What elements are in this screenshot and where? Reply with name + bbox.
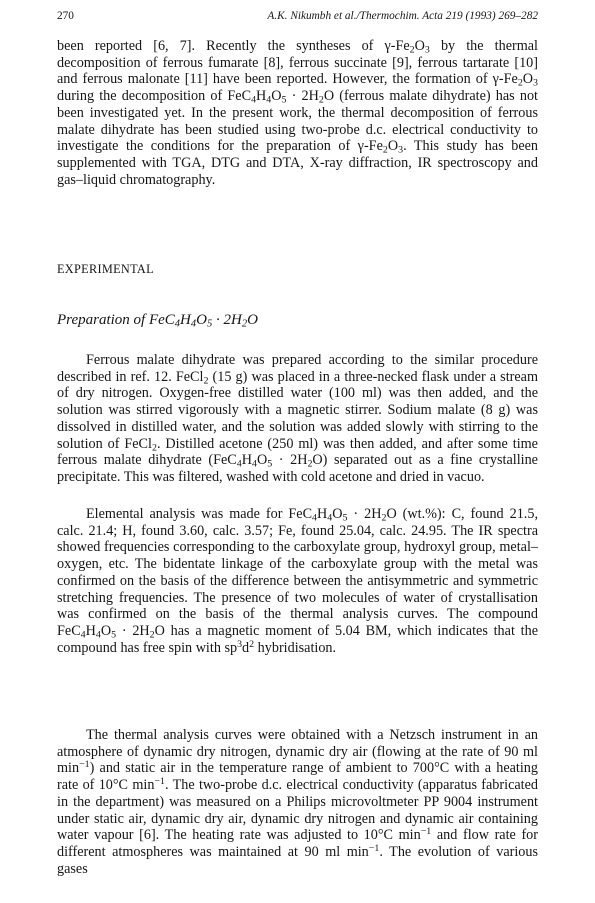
elemental-analysis-paragraph: Elemental analysis was made for $FeC_4H_4O_5 \cdot 2H_2O$ (wt.%): C, found 21.5, calc. 21.4; H, found 3.60, calc. 3.57; Fe, found 25.04, calc. 24.95. The IR spectra showed frequencies corresponding to the carboxylate group, hydroxyl group, metal–oxygen, etc. The bidentate linkage of the carboxylate group with the metal was confirmed on the basis of the difference between the antisymmetric and symmetric stretching frequencies. The presence of two molecules of water of crystallisation was confirmed on the basis of the thermal analysis curves. The compound $FeC_4H_4O_5 \cdot 2H_2O$ has a magnetic moment of 5.04 BM, which indicates that the compound has free spin with $sp^3d^2$ hybridisation. [57, 506, 538, 656]
intro-paragraph: been reported [6, 7]. Recently the syntheses of $\gamma-Fe_2O_3$ by the thermal decomposition of ferrous fumarate [8], ferrous succinate [9], ferrous tartarate [10] and ferrous malonate [11] have been reported. However, the formation of $\gamma-Fe_2O_3$ during the decomposition of $FeC_4H_4O_5 \cdot 2H_2O$ (ferrous malate dihydrate) has not been investigated yet. In the present work, the thermal decomposition of ferrous malate dihydrate has been studied using two-probe d.c. electrical conductivity to investigate the conditions for the preparation of $\gamma-Fe_2O_3$. This study has been supplemented with TGA, DTG and DTA, X-ray diffraction, IR spectroscopy and gas–liquid chromatography. [57, 38, 539, 188]
running-head: A.K. Nikumbh et al./Thermochim. Acta 219 (1993) 269–282 [267, 10, 538, 22]
running-header [57, 10, 538, 26]
section-heading: EXPERIMENTAL [57, 262, 154, 276]
thermal-analysis-paragraph: The thermal analysis curves were obtained with a Netzsch instrument in an atmosphere of dynamic dry nitrogen, dynamic dry air (flowing at the rate of 90 ml $\min^{-1}$) and static air in the temperature range of ambient to 700°C with a heating rate of 10°C $\min^{-1}$. The two-probe d.c. electrical conductivity (apparatus fabricated in the department) was measured on a Philips microvoltmeter PP 9004 instrument under static air, dynamic dry air, dynamic dry nitrogen and dynamic air containing water vapour [6]. The heating rate was adjusted to 10°C $\min^{-1}$ and flow rate for different atmospheres was maintained at 90 ml $\min^{-1}$. The evolution of various gases [57, 727, 539, 877]
subsection-heading: Preparation of $FeC_4H_4O_5 \cdot 2H_2O$ [57, 312, 258, 330]
preparation-paragraph: Ferrous malate dihydrate was prepared according to the similar procedure described in ref. 12. FeCl$_2$ (15 g) was placed in a three-necked flask under a stream of dry nitrogen. Oxygen-free distilled water (100 ml) was then added, and the solution was stirred vigorously with a magnetic stirrer. Sodium malate (8 g) was dissolved in distilled water, and the solution was added slowly with stirring to the solution of FeCl$_2$. Distilled acetone (250 ml) was then added, and after some time ferrous malate dihydrate $(FeC_4H_4O_5 \cdot 2H_2O)$ separated out as a fine crystalline precipitate. This was filtered, washed with cold acetone and dried in vacuo. [57, 352, 538, 485]
page-number: 270 [57, 10, 74, 22]
